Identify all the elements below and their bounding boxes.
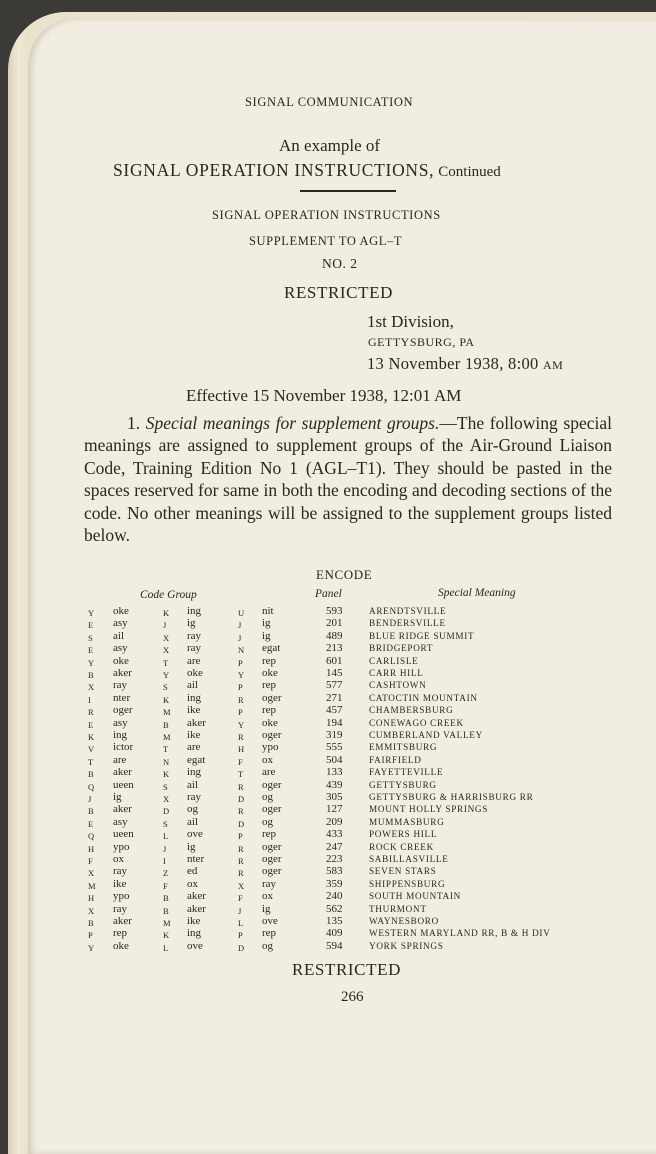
- panel-number: 305: [326, 791, 343, 803]
- code-word-1: ing: [113, 729, 128, 741]
- code-letter-2: M: [163, 918, 171, 928]
- special-meaning: CUMBERLAND VALLEY: [369, 730, 483, 740]
- code-letter-3: F: [238, 893, 244, 904]
- panel-number: 145: [326, 667, 343, 679]
- code-word-2: aker: [187, 890, 206, 903]
- panel-number: 133: [326, 766, 343, 779]
- code-letter-2: K: [163, 930, 170, 941]
- para-body: —The following special meanings are assigned to supplement groups of the Air-Ground Liaison Code, Training Edition No 1 (AGL–T1). They should be pasted in the spaces reserved for same in both the encoding and decoding sections of the code. No other meanings will be assigned to the supplement groups listed below.: [84, 413, 612, 546]
- panel-number: 247: [326, 840, 343, 853]
- code-letter-3: N: [238, 645, 245, 656]
- panel-number: 601: [326, 654, 343, 667]
- code-letter-1: E: [88, 620, 94, 631]
- panel-number: 359: [326, 877, 343, 890]
- soi-title: SIGNAL OPERATION INSTRUCTIONS: [212, 208, 441, 222]
- code-letter-2: N: [163, 756, 170, 767]
- code-letter-2: K: [163, 694, 170, 705]
- code-word-1: ueen: [113, 778, 134, 791]
- code-word-1: aker: [113, 667, 132, 679]
- code-word-2: ail: [187, 778, 198, 791]
- code-letter-1: Y: [88, 608, 95, 618]
- code-word-1: ray: [113, 865, 128, 878]
- panel-number: 504: [326, 753, 343, 766]
- panel-number: 457: [326, 704, 343, 717]
- code-letter-3: Y: [238, 670, 245, 680]
- classification-bottom: RESTRICTED: [292, 960, 401, 979]
- special-meaning: CASHTOWN: [369, 680, 427, 691]
- code-word-3: oke: [262, 716, 278, 729]
- code-word-1: asy: [113, 716, 128, 729]
- code-word-2: aker: [187, 902, 206, 915]
- code-letter-1: E: [88, 645, 94, 656]
- table-title: ENCODE: [316, 567, 373, 582]
- code-letter-1: J: [88, 794, 92, 804]
- code-letter-3: D: [238, 818, 245, 829]
- code-letter-1: P: [88, 930, 94, 941]
- panel-number: 439: [326, 778, 343, 791]
- code-letter-1: E: [88, 818, 94, 829]
- panel-number: 319: [326, 729, 343, 741]
- code-letter-3: H: [238, 744, 245, 755]
- code-word-3: ig: [262, 629, 271, 642]
- code-letter-1: V: [88, 744, 95, 755]
- code-word-1: ictor: [113, 741, 134, 754]
- code-letter-3: J: [238, 905, 242, 916]
- code-letter-1: F: [88, 856, 94, 866]
- code-word-1: oke: [113, 939, 129, 952]
- code-letter-3: D: [238, 794, 245, 804]
- code-letter-1: B: [88, 670, 94, 680]
- panel-number: 213: [326, 642, 343, 655]
- code-word-2: ike: [187, 704, 201, 717]
- code-letter-3: R: [238, 781, 244, 792]
- special-meaning: CHAMBERSBURG: [369, 705, 454, 716]
- code-word-3: nit: [262, 605, 274, 617]
- para-heading: Special meanings for supplement groups.: [145, 413, 440, 433]
- code-letter-1: B: [88, 806, 94, 817]
- code-word-2: ike: [187, 915, 201, 927]
- code-word-2: ail: [187, 815, 198, 828]
- special-meaning: GETTYSBURG: [369, 779, 437, 790]
- code-word-1: nter: [113, 691, 131, 704]
- code-word-1: ray: [113, 679, 128, 692]
- special-meaning: POWERS HILL: [369, 829, 438, 840]
- code-word-1: ike: [113, 877, 127, 890]
- code-word-1: oger: [113, 704, 133, 717]
- code-letter-3: X: [238, 880, 245, 891]
- code-word-2: ig: [187, 617, 196, 630]
- special-meaning: GETTYSBURG & HARRISBURG RR: [369, 792, 534, 802]
- code-word-2: ig: [187, 840, 196, 853]
- code-letter-3: T: [238, 769, 244, 780]
- special-meaning: BLUE RIDGE SUMMIT: [369, 630, 475, 641]
- code-word-1: ox: [113, 853, 124, 865]
- code-letter-1: Y: [88, 657, 95, 668]
- special-meaning: CONEWAGO CREEK: [369, 717, 464, 728]
- page-number: 266: [341, 989, 364, 1005]
- code-word-3: ig: [262, 902, 271, 915]
- panel-number: 201: [326, 617, 343, 630]
- panel-number: 223: [326, 853, 343, 865]
- paragraph-1: [84, 412, 612, 546]
- panel-number: 240: [326, 890, 343, 903]
- panel-number: 433: [326, 828, 343, 841]
- special-meaning: WESTERN MARYLAND RR, B & H DIV: [369, 928, 551, 939]
- main-title-continued: Continued: [438, 164, 501, 180]
- code-word-2: ray: [187, 629, 202, 642]
- code-word-3: og: [262, 939, 273, 952]
- code-word-1: ueen: [113, 828, 134, 841]
- special-meaning: FAIRFIELD: [369, 754, 422, 765]
- panel-number: 583: [326, 865, 343, 878]
- code-word-1: asy: [113, 617, 128, 630]
- code-word-2: are: [187, 741, 201, 754]
- date-line: [367, 354, 563, 374]
- code-word-2: ing: [187, 927, 202, 940]
- code-letter-2: K: [163, 769, 170, 780]
- code-word-3: oger: [262, 729, 282, 741]
- code-word-1: asy: [113, 815, 128, 828]
- code-letter-2: B: [163, 719, 169, 730]
- code-letter-1: R: [88, 707, 94, 718]
- code-word-3: oger: [262, 853, 282, 865]
- code-letter-2: L: [163, 942, 169, 953]
- code-word-2: are: [187, 654, 201, 667]
- code-letter-2: X: [163, 632, 170, 643]
- code-letter-3: P: [238, 707, 244, 718]
- code-word-2: ox: [187, 877, 198, 890]
- code-letter-1: Q: [88, 831, 95, 842]
- code-word-2: ray: [187, 642, 202, 655]
- special-meaning: YORK SPRINGS: [369, 940, 444, 951]
- code-word-3: rep: [262, 828, 277, 841]
- code-letter-2: B: [163, 893, 169, 904]
- special-meaning: SOUTH MOUNTAIN: [369, 891, 462, 902]
- effective-line: Effective 15 November 1938, 12:01 AM: [186, 386, 462, 405]
- code-word-2: ove: [187, 939, 203, 952]
- code-word-1: ail: [113, 629, 124, 642]
- title-rule: [300, 190, 396, 192]
- code-letter-3: P: [238, 657, 244, 668]
- code-word-1: rep: [113, 927, 128, 940]
- code-word-3: ox: [262, 753, 273, 766]
- code-letter-2: X: [163, 794, 170, 804]
- panel-number: 594: [326, 939, 343, 952]
- code-letter-2: T: [163, 744, 169, 755]
- code-letter-2: L: [163, 831, 169, 842]
- code-word-1: asy: [113, 642, 128, 655]
- code-word-2: aker: [187, 716, 206, 729]
- panel-number: 271: [326, 691, 343, 704]
- code-letter-3: R: [238, 806, 244, 817]
- code-letter-1: T: [88, 756, 94, 767]
- special-meaning: EMMITSBURG: [369, 742, 438, 753]
- code-word-1: oke: [113, 605, 129, 617]
- code-word-1: aker: [113, 766, 132, 779]
- code-word-2: ray: [187, 791, 202, 803]
- code-word-2: ing: [187, 691, 202, 704]
- code-letter-2: T: [163, 657, 169, 668]
- code-letter-3: L: [238, 918, 244, 928]
- code-word-2: ove: [187, 828, 203, 841]
- code-letter-2: B: [163, 905, 169, 916]
- panel-number: 194: [326, 716, 343, 729]
- code-word-2: ed: [187, 865, 198, 878]
- code-word-2: ing: [187, 766, 202, 779]
- code-word-2: ike: [187, 729, 201, 741]
- code-word-3: ray: [262, 877, 277, 890]
- special-meaning: CARR HILL: [369, 668, 424, 678]
- code-word-3: rep: [262, 679, 277, 692]
- code-word-2: ail: [187, 679, 198, 692]
- code-letter-2: Z: [163, 868, 169, 879]
- code-letter-3: R: [238, 732, 244, 742]
- code-letter-3: J: [238, 620, 242, 631]
- panel-number: 577: [326, 679, 343, 692]
- code-word-3: og: [262, 815, 273, 828]
- code-word-3: rep: [262, 654, 277, 667]
- special-meaning: SABILLASVILLE: [369, 854, 449, 864]
- column-header-panel: Panel: [315, 588, 342, 600]
- panel-number: 593: [326, 605, 343, 617]
- code-word-1: ray: [113, 902, 128, 915]
- panel-number: 555: [326, 741, 343, 754]
- code-letter-1: H: [88, 893, 95, 904]
- code-letter-3: R: [238, 856, 244, 866]
- code-letter-3: R: [238, 694, 244, 705]
- code-letter-2: D: [163, 806, 170, 817]
- code-word-1: ig: [113, 791, 122, 803]
- code-word-1: ypo: [113, 840, 130, 853]
- classification-top: RESTRICTED: [284, 283, 393, 302]
- code-letter-2: X: [163, 645, 170, 656]
- special-meaning: SHIPPENSBURG: [369, 878, 446, 889]
- special-meaning: ROCK CREEK: [369, 841, 434, 852]
- code-word-3: oger: [262, 778, 282, 791]
- code-word-3: oger: [262, 803, 282, 816]
- panel-number: 127: [326, 803, 343, 816]
- date-ampm: AM: [543, 358, 564, 372]
- code-word-1: aker: [113, 915, 132, 927]
- para-number: 1.: [127, 413, 141, 433]
- panel-number: 409: [326, 927, 343, 940]
- code-word-3: oger: [262, 865, 282, 878]
- code-word-2: ing: [187, 605, 202, 617]
- example-line: An example of: [279, 136, 381, 155]
- code-letter-2: S: [163, 682, 169, 693]
- code-word-1: ypo: [113, 890, 130, 903]
- code-word-3: rep: [262, 927, 277, 940]
- code-word-3: are: [262, 766, 276, 779]
- code-word-3: ox: [262, 890, 273, 903]
- code-word-3: ove: [262, 915, 278, 927]
- main-title-text: SIGNAL OPERATION INSTRUCTIONS,: [113, 160, 435, 180]
- code-letter-1: H: [88, 843, 95, 854]
- main-title: [113, 160, 501, 181]
- code-letter-3: R: [238, 868, 244, 879]
- special-meaning: FAYETTEVILLE: [369, 767, 444, 778]
- special-meaning: CARLISLE: [369, 655, 419, 666]
- place: GETTYSBURG, PA: [368, 335, 475, 349]
- code-letter-2: M: [163, 732, 171, 742]
- code-word-3: oke: [262, 667, 278, 679]
- code-word-2: egat: [187, 753, 206, 766]
- special-meaning: BENDERSVILLE: [369, 618, 446, 629]
- code-word-3: oger: [262, 840, 282, 853]
- code-word-3: rep: [262, 704, 277, 717]
- code-word-1: aker: [113, 803, 132, 816]
- code-letter-1: Y: [88, 942, 95, 953]
- code-letter-3: R: [238, 843, 244, 854]
- special-meaning: MUMMASBURG: [369, 816, 445, 827]
- code-letter-1: X: [88, 682, 95, 693]
- code-word-3: egat: [262, 642, 281, 655]
- code-letter-2: M: [163, 707, 171, 718]
- special-meaning: THURMONT: [369, 903, 427, 914]
- panel-number: 562: [326, 902, 343, 915]
- code-word-1: are: [113, 753, 127, 766]
- code-letter-1: X: [88, 868, 95, 879]
- code-letter-3: P: [238, 682, 244, 693]
- code-letter-1: B: [88, 769, 94, 780]
- date-text: 13 November 1938, 8:00: [367, 354, 539, 373]
- panel-number: 135: [326, 915, 343, 927]
- special-meaning: ARENDTSVILLE: [369, 606, 447, 616]
- division: 1st Division,: [367, 312, 454, 331]
- code-letter-3: U: [238, 608, 245, 618]
- code-letter-3: P: [238, 930, 244, 941]
- code-letter-1: M: [88, 880, 96, 891]
- code-letter-2: S: [163, 818, 169, 829]
- special-meaning: WAYNESBORO: [369, 916, 439, 926]
- code-letter-2: S: [163, 781, 169, 792]
- code-letter-2: K: [163, 608, 170, 618]
- book-page: [28, 18, 656, 1154]
- code-letter-1: B: [88, 918, 94, 928]
- code-letter-3: D: [238, 942, 245, 953]
- code-word-3: ypo: [262, 741, 279, 754]
- code-letter-1: E: [88, 719, 94, 730]
- code-word-3: oger: [262, 691, 282, 704]
- panel-number: 209: [326, 815, 343, 828]
- column-header-special-meaning: Special Meaning: [438, 587, 516, 599]
- code-letter-1: S: [88, 632, 94, 643]
- code-letter-2: J: [163, 843, 167, 854]
- special-meaning: SEVEN STARS: [369, 866, 437, 877]
- code-letter-3: P: [238, 831, 244, 842]
- code-letter-2: F: [163, 880, 169, 891]
- code-word-2: og: [187, 803, 198, 816]
- special-meaning: BRIDGEPORT: [369, 643, 434, 654]
- code-word-2: nter: [187, 853, 205, 865]
- code-word-2: oke: [187, 667, 203, 679]
- code-letter-1: Q: [88, 781, 95, 792]
- code-letter-2: Y: [163, 670, 170, 680]
- code-word-3: og: [262, 791, 273, 803]
- code-letter-2: I: [163, 856, 167, 866]
- code-letter-2: J: [163, 620, 167, 631]
- code-word-3: ig: [262, 617, 271, 630]
- running-head: SIGNAL COMMUNICATION: [245, 95, 414, 109]
- code-letter-1: I: [88, 694, 92, 705]
- code-letter-3: F: [238, 756, 244, 767]
- code-letter-1: K: [88, 732, 95, 742]
- code-letter-3: J: [238, 632, 242, 643]
- special-meaning: CATOCTIN MOUNTAIN: [369, 692, 478, 703]
- code-letter-1: X: [88, 905, 95, 916]
- special-meaning: MOUNT HOLLY SPRINGS: [369, 804, 489, 815]
- number-line: NO. 2: [322, 256, 358, 271]
- code-word-1: oke: [113, 654, 129, 667]
- column-header-code-group: Code Group: [140, 589, 197, 601]
- supplement-line: SUPPLEMENT TO AGL–T: [249, 234, 403, 248]
- code-letter-3: Y: [238, 719, 245, 730]
- panel-number: 489: [326, 629, 343, 642]
